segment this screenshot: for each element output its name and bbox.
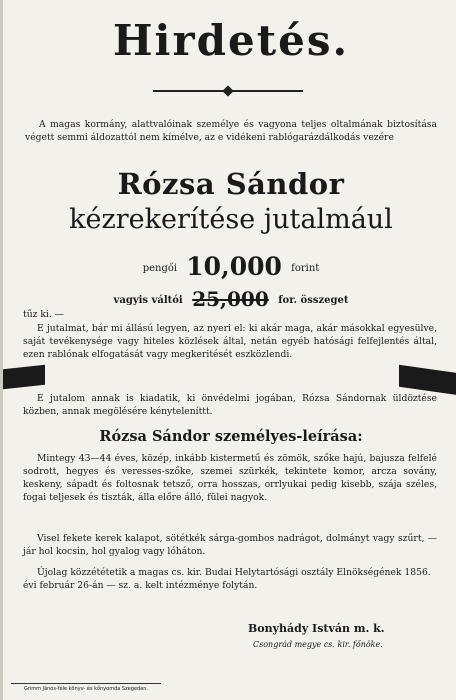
currency-unit: forint (291, 263, 320, 274)
intro-paragraph: A magas kormány, alattvalóinak személye és vagyona teljes oltalmának biztosítása végett semmi áldozattól nem kímélve, az e vidékeni rablógarázdálkodás vezére (25, 119, 437, 143)
ink-stain-right (399, 365, 456, 395)
clothing-paragraph: Visel fekete kerek kalapot, sötétkék sárga-gombos nadrágot, dolmányt vagy szűrt, — jár hol kocsin, hol gyalog vagy lóháton. (23, 533, 437, 557)
wanted-name: Rózsa Sándor (117, 167, 345, 201)
reward-phrase: kézrekerítése jutalmául (69, 204, 393, 235)
description-heading: Rózsa Sándor személyes-leírása: (99, 428, 363, 445)
title-ornament (153, 86, 303, 96)
paragraph-1: E jutalmat, bár mi állású legyen, az nyeri el: ki akár maga, akár másokkal egyesülve, saját tevékenysége vagy hiteles közlések által, netán egyéb hatósági felfejlentés által, ezen rablónak elfogatását vagy megkeritését eszközlendi. (23, 323, 437, 360)
publication-note: Újolag közzététetik a magas cs. kir. Budai Helytartósági osztály Elnökségének 1856. évi február 26-án — sz. a. kelt intézménye folytán. (23, 567, 431, 591)
tuz-ki: tűz ki. — (23, 309, 64, 320)
description-paragraph: Mintegy 43—44 éves, közép, inkább kistermetű és zömök, szőke hajú, bajusza felfelé sodrott, hegyes és veresses-szőke, szemei szürkék, tekintete komor, arcza sovány, keskeny, sápadt és foltosnak tetsző, orra hosszas, orrlyukai pedig kisebb, szája széles, fogai teljesek és tiszták, álla előre álló, fülei nagyok. (23, 453, 437, 503)
poster-title: Hirdetés. (112, 16, 350, 65)
signature-title: Csongrád megye cs. kir. főnöke. (253, 640, 383, 649)
ink-stain-left (3, 365, 45, 389)
currency-label: pengői (142, 263, 178, 274)
signature-name: Bonyhády István m. k. (248, 622, 385, 635)
paragraph-2: E jutalom annak is kiadatik, ki önvédelmi jogában, Rózsa Sándornak üldöztése közben, annak megölésére kényteleníttt. (23, 393, 437, 417)
alt-prefix: vagyis váltói (113, 295, 183, 306)
reward-amount: 10,000 (186, 252, 282, 281)
alt-suffix: for. összeget (278, 295, 349, 306)
printer-credit: Grimm János-féle könyv- és kőnyomda Szegeden. (11, 683, 161, 692)
reward-amount-line (3, 252, 456, 281)
alt-amount: 25,000 (192, 287, 269, 311)
